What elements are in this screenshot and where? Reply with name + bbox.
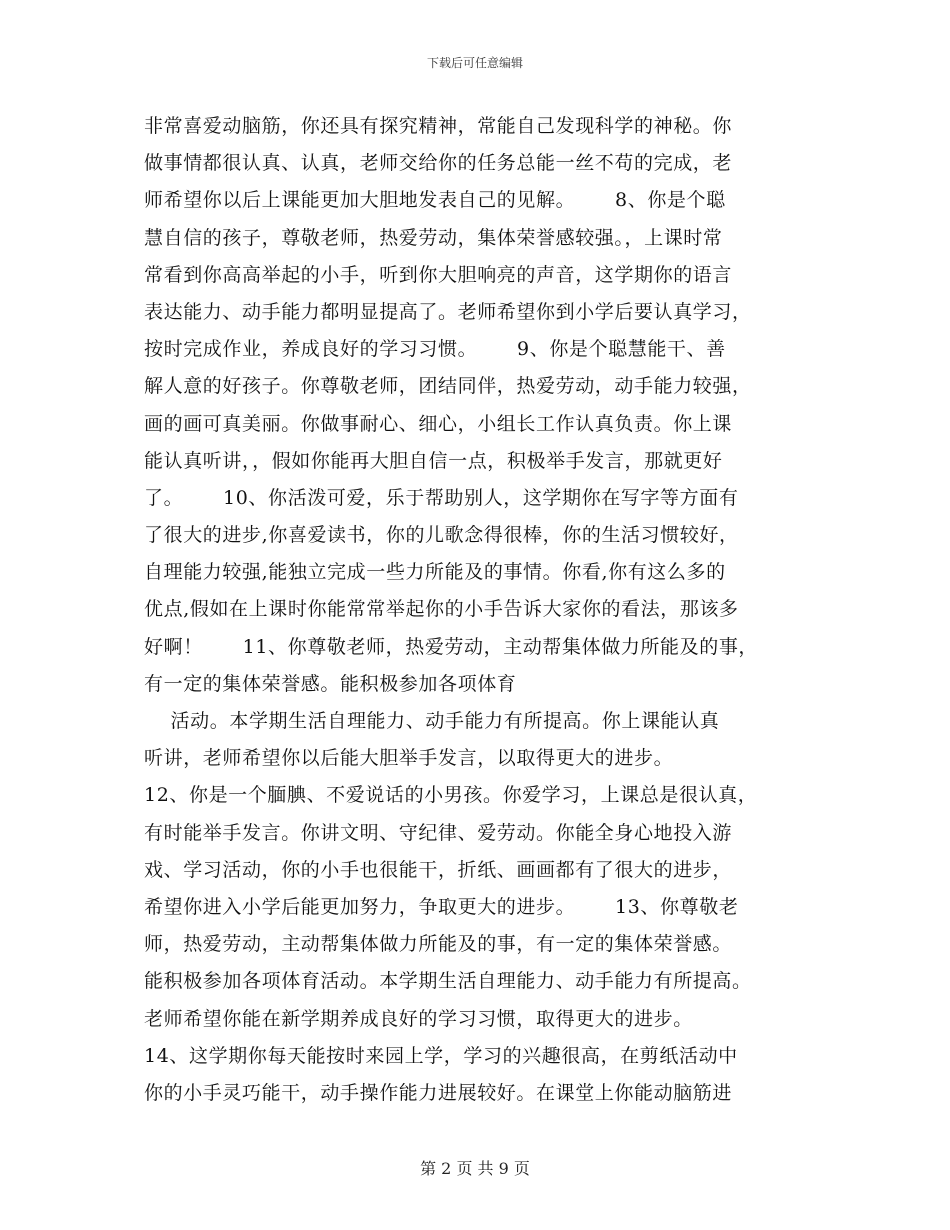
text-line: 能认真听讲，，假如你能再大胆自信一点，积极举手发言，那就更好 (144, 449, 723, 472)
text-line: 14、这学期你每天能按时来园上学，学习的兴趣很高，在剪纸活动中 (144, 1044, 738, 1067)
text-line: 按时完成作业，养成良好的学习习惯。 9、你是个聪慧能干、善 (144, 338, 726, 361)
text-line: 常看到你高高举起的小手，听到你大胆响亮的声音，这学期你的语言 (144, 263, 733, 286)
text-line: 优点,假如在上课时你能常常举起你的小手告诉大家你的看法，那该多 (144, 598, 739, 621)
text-line: 好啊！ 11、你尊敬老师，热爱劳动，主动帮集体做力所能及的事， (144, 635, 759, 658)
text-line: 有时能举手发言。你讲文明、守纪律、爱劳动。你能全身心地投入游 (144, 821, 733, 844)
text-line: 自理能力较强,能独立完成一些力所能及的事情。你看,你有这么多的 (144, 561, 726, 584)
page-header: 下载后可任意编辑 (426, 56, 523, 70)
text-line: 听讲，老师希望你以后能大胆举手发言，以取得更大的进步。 (144, 747, 674, 770)
text-line: 了很大的进步,你喜爱读书，你的儿歌念得很棒，你的生活习惯较好， (144, 524, 739, 547)
document-body (144, 108, 824, 1112)
text-line: 了。 10、你活泼可爱，乐于帮助别人，这学期你在写字等方面有 (144, 486, 739, 509)
text-line: 解人意的好孩子。你尊敬老师，团结同伴，热爱劳动，动手能力较强， (144, 375, 752, 398)
text-line: 12、你是一个腼腆、不爱说话的小男孩。你爱学习，上课总是很认真， (144, 784, 758, 807)
text-line: 有一定的集体荣誉感。能积极参加各项体育 (144, 672, 517, 695)
text-line: 戏、学习活动，你的小手也很能干，折纸、画画都有了很大的进步， (144, 858, 733, 881)
text-line: 慧自信的孩子，尊敬老师，热爱劳动，集体荣誉感较强。，上课时常 (144, 226, 723, 249)
text-line: 希望你进入小学后能更加努力，争取更大的进步。 13、你尊敬老 (144, 895, 739, 918)
text-line: 表达能力、动手能力都明显提高了。老师希望你到小学后要认真学习， (144, 300, 752, 323)
text-line: 活动。本学期生活自理能力、动手能力有所提高。你上课能认真 (144, 710, 720, 732)
text-line: 非常喜爱动脑筋，你还具有探究精神，常能自己发现科学的神秘。你 (144, 115, 733, 137)
text-line: 能积极参加各项体育活动。本学期生活自理能力、动手能力有所提高。 (144, 970, 752, 993)
page-number-footer: 第 2 页 共 9 页 (420, 1159, 530, 1178)
text-line: 你的小手灵巧能干，动手操作能力进展较好。在课堂上你能动脑筋进 (144, 1081, 733, 1104)
text-line: 老师希望你能在新学期养成良好的学习习惯，取得更大的进步。 (144, 1007, 693, 1030)
text-line: 师，热爱劳动，主动帮集体做力所能及的事，有一定的集体荣誉感。 (144, 933, 733, 956)
text-line: 画的画可真美丽。你做事耐心、细心，小组长工作认真负责。你上课 (144, 412, 733, 435)
text-line: 做事情都很认真、认真，老师交给你的任务总能一丝不苟的完成，老 (144, 152, 733, 175)
text-line: 师希望你以后上课能更加大胆地发表自己的见解。 8、你是个聪 (144, 189, 726, 212)
